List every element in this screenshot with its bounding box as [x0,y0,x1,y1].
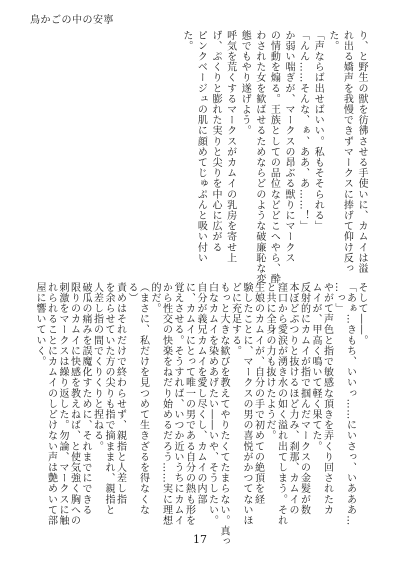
text-column: 白なカムイを染めあげたい――いや、そうしたい。 [206,282,218,526]
text-column: と共に全身の力も抜けたようだ。 [264,282,275,441]
text-column: 刺激をマークスは繰り返した。勿論、マークスに触 [57,282,68,526]
text-column: そして――。 [356,282,367,346]
text-column: 本ぼどぷつりと抜けるほど力み、刹那、カムイの [287,282,298,516]
text-column: か弱い喘ぎが、マークスの昂ぶる獣りにマークス [283,30,294,264]
text-column: た。 [180,30,192,52]
text-column: 屋に響いていく。 [34,282,45,367]
page-number: 17 [193,533,207,546]
text-column: 験したことに、マークスの男の喜悦がかつてないほ [241,282,252,526]
text-column: やがて声色と指で敏感な頂きを弄くり回されたカ [321,282,333,516]
text-column: 覚えさせる。そうすれば、いつか近いうちにカムイ [172,282,183,526]
text-column: る） [126,282,137,304]
text-column: 反射的にカムイが指で掴んだマークスの金髪が数 [298,282,310,516]
text-column: から性交の快楽をねだり始めるだろう……実に理想 [160,282,172,526]
text-column: 「んん……そんな、ぁ、ああ、あ……！」 [297,30,309,232]
text-column: 生娘のカムイが、自分の手で初めての絶頂を経 [252,282,264,505]
running-header: 鳥かごの中の安寧 [30,15,114,26]
text-column: ムイが、甲高く鳴いて軽く果てた。 [310,282,321,452]
text-column: （まさに、私だけを見つめて生きざるを得なくな [137,282,149,516]
text-column: れ出る嬌声を我慢できずマークスに捧げて仰け反っ [341,30,353,274]
text-column: もっと大きな歓びを教えてやりたくてたまらない。真っ [218,282,229,547]
text-column: 破瓜の痛みを誤魔化すために、それまでにできる [80,282,91,516]
text-column: 態でもやり遂げよう。 [239,30,251,136]
text-column: り、と野生の獣を彷彿させる手使いに、カムイは溢 [356,30,367,274]
text-column: 呼気を荒くするマークスがカムイの乳房を寄せ上 [224,30,236,264]
top-text-block [30,30,367,285]
text-column: …っ」 [333,282,344,314]
text-column: わされた女を歓ばせるためならどのような破廉恥な変 [253,30,265,285]
text-column: 自分が義兄カムイを愛し尽くし、カムイの内部 [195,282,206,505]
text-column: 的だ。 [149,282,160,314]
text-column: 「声ならば出せばいい。私もそそられる」 [312,30,324,232]
text-column: 限りのカムイに快感を教えねば、と使気強く胸への [68,282,80,526]
text-column: げ、ぷくりと膨れた実りと尖りを中心に広がる [210,30,221,253]
text-column: 責めはそれだけで終わらせず、親指と人差し指 [114,282,126,505]
text-column: を余らせていた方の尖りも指で摘ままれ、親指と [103,282,114,516]
text-column: 窪口から愛涙が湧き水の如く溢れ出てしまう。それ [275,282,287,526]
text-column: に、カムイにとって唯一の男である自分の熱も形を [183,282,195,526]
text-column: の情動を煽る。王族としての品位などどこへやら、酔 [268,30,280,285]
text-column: れられることにカムイのしどけない声は艶めいて部 [45,282,57,526]
text-column: 「あぁ…きもち、いいっ……にいさっ、いあああ… [344,282,356,526]
text-column: 人差し指の間でくりくりと捏ねる。 [91,282,103,452]
text-column: た。 [326,30,338,52]
text-column: どに充足する。 [229,282,241,357]
text-column: ピンクベージュの肌に顔めてじゅぷんと吸い付い [195,30,207,264]
